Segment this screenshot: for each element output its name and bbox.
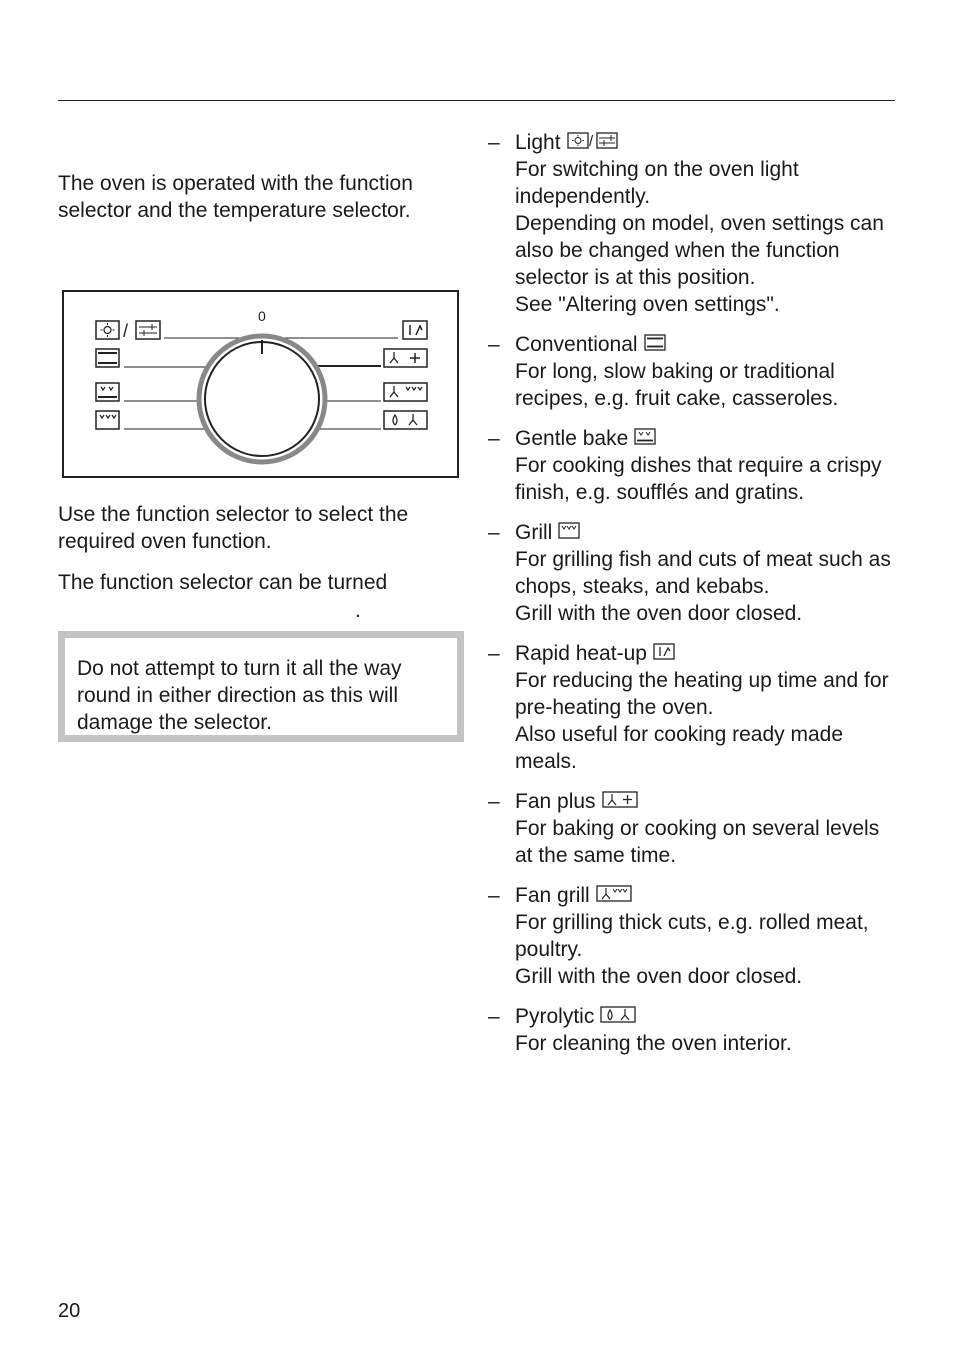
function-name: Pyrolytic	[515, 1005, 595, 1028]
use-paragraph: Use the function selector to select the required oven function.	[58, 503, 409, 553]
conventional-icon	[644, 331, 666, 358]
gentle-bake-icon	[634, 425, 656, 452]
light-icon	[96, 321, 119, 339]
function-description: Also useful for cooking ready made meals.	[515, 723, 844, 773]
function-description: For grilling fish and cuts of meat such as chops, steaks, and kebabs.	[515, 548, 891, 598]
fan-grill-icon	[596, 882, 632, 909]
grill-icon	[558, 519, 580, 546]
function-description: For cleaning the oven interior.	[515, 1032, 792, 1055]
function-item	[488, 1003, 898, 1057]
svg-text:/: /	[123, 321, 129, 341]
function-selector-diagram	[62, 290, 459, 478]
function-description: For baking or cooking on several levels at the same time.	[515, 817, 880, 867]
rapid-heat-up-icon	[403, 321, 427, 339]
function-body	[515, 129, 898, 318]
function-name: Fan plus	[515, 790, 596, 813]
function-name: Light	[515, 131, 561, 154]
function-heading	[515, 882, 898, 909]
function-item	[488, 882, 898, 990]
function-body	[515, 882, 898, 990]
fan-plus-icon	[602, 788, 638, 815]
function-name: Rapid heat-up	[515, 642, 647, 665]
list-dash: –	[488, 1005, 500, 1028]
dial-zero-label: 0	[258, 308, 266, 324]
function-description: For cooking dishes that require a crispy finish, e.g. soufflés and gratins.	[515, 454, 882, 504]
function-item	[488, 640, 898, 775]
function-heading	[515, 788, 898, 815]
function-item	[488, 331, 898, 412]
function-description: For grilling thick cuts, e.g. rolled meat, poultry.	[515, 911, 869, 961]
list-dash: –	[488, 333, 500, 356]
function-item	[488, 519, 898, 627]
function-body	[515, 640, 898, 775]
header-rule	[58, 100, 895, 101]
page-number: 20	[58, 1300, 81, 1322]
function-description: For switching on the oven light independently.	[515, 158, 799, 208]
settings-icon	[136, 321, 160, 339]
function-heading	[515, 425, 898, 452]
list-dash: –	[488, 790, 500, 813]
function-heading	[515, 331, 898, 358]
fan-grill-icon	[384, 383, 427, 401]
function-description: Depending on model, oven settings can also be changed when the function selector is at this position.	[515, 212, 884, 289]
function-heading	[515, 519, 898, 546]
gentle-bake-icon	[96, 383, 119, 401]
function-description: Grill with the oven door closed.	[515, 965, 803, 988]
function-item	[488, 425, 898, 506]
function-name: Conventional	[515, 333, 638, 356]
function-heading	[515, 129, 898, 156]
function-description: See "Altering oven settings".	[515, 293, 780, 316]
turn-paragraph-end: .	[355, 599, 361, 622]
warning-box	[58, 631, 464, 742]
svg-text:/: /	[588, 133, 593, 149]
function-description: For long, slow baking or traditional recipes, e.g. fruit cake, casseroles.	[515, 360, 839, 410]
rapid-heat-up-icon	[653, 640, 675, 667]
function-item	[488, 788, 898, 869]
list-dash: –	[488, 427, 500, 450]
function-body	[515, 425, 898, 506]
light-settings-icon	[567, 129, 619, 156]
function-body	[515, 788, 898, 869]
fan-plus-icon	[384, 349, 427, 367]
function-name: Fan grill	[515, 884, 590, 907]
function-description: Grill with the oven door closed.	[515, 602, 803, 625]
list-dash: –	[488, 131, 500, 154]
function-name: Grill	[515, 521, 553, 544]
function-body	[515, 1003, 898, 1057]
list-dash: –	[488, 521, 500, 544]
turn-paragraph: The function selector can be turned	[58, 571, 388, 594]
conventional-icon	[96, 349, 119, 367]
function-body	[515, 519, 898, 627]
list-dash: –	[488, 884, 500, 907]
list-dash: –	[488, 642, 500, 665]
pyrolytic-icon	[384, 411, 427, 429]
function-list	[488, 129, 898, 1070]
function-description: For reducing the heating up time and for pre-heating the oven.	[515, 669, 889, 719]
function-heading	[515, 640, 898, 667]
pyrolytic-icon	[600, 1003, 636, 1030]
function-item	[488, 129, 898, 318]
function-body	[515, 331, 898, 412]
function-name: Gentle bake	[515, 427, 629, 450]
warning-text: Do not attempt to turn it all the way round in either direction as this will damage the selector.	[65, 638, 457, 735]
function-heading	[515, 1003, 898, 1030]
intro-paragraph: The oven is operated with the function selector and the temperature selector.	[58, 172, 413, 222]
grill-icon	[96, 411, 119, 429]
